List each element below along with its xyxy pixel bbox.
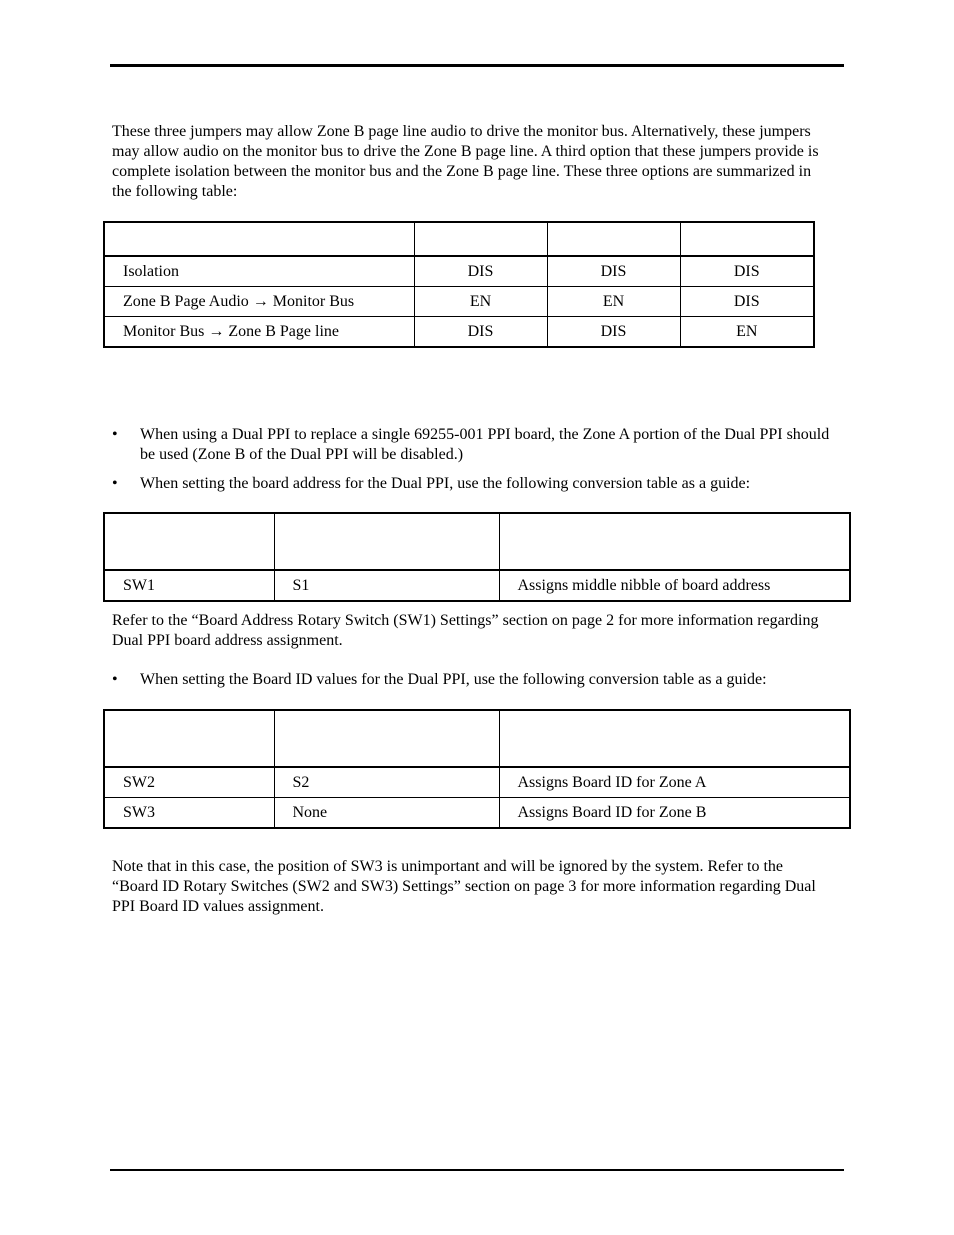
footer-rule: [110, 1169, 844, 1171]
description-cell: Assigns Board ID for Zone B: [499, 798, 850, 829]
header-cell: [680, 222, 814, 256]
jumper-options-table: [103, 221, 815, 348]
jumper-value-cell: DIS: [547, 317, 680, 348]
header-cell: [274, 513, 499, 570]
table-header-row: [104, 710, 850, 767]
single-ppi-switch-cell: S1: [274, 570, 499, 601]
header-cell: [499, 710, 850, 767]
table-header-row: [104, 513, 850, 570]
jumper-value-cell: DIS: [414, 317, 547, 348]
table-row: [104, 767, 850, 798]
dual-ppi-switch-cell: SW3: [104, 798, 274, 829]
mode-cell: Zone B Page Audio → Monitor Bus: [104, 287, 414, 317]
description-cell: Assigns middle nibble of board address: [499, 570, 850, 601]
bullet-marker: •: [112, 426, 118, 443]
closing-note: Note that in this case, the position of SW3 is unimportant and will be ignored by the system. Refer to the “Board ID Rotary Switches (SW2 and SW3) Settings” section on page 3 for more information regarding Dual PPI Board ID values assignment.: [112, 858, 816, 915]
address-conversion-table: [103, 512, 851, 602]
jumper-value-cell: DIS: [547, 256, 680, 287]
header-cell: [104, 222, 414, 256]
header-cell: [104, 513, 274, 570]
jumper-value-cell: DIS: [414, 256, 547, 287]
header-cell: [499, 513, 850, 570]
address-note: Refer to the “Board Address Rotary Switch (SW1) Settings” section on page 2 for more information regarding Dual PPI board address assignment.: [112, 612, 819, 649]
table-row: [104, 256, 814, 287]
table-row: [104, 570, 850, 601]
board-id-conversion-table: [103, 709, 851, 829]
bullet-text: When using a Dual PPI to replace a single 69255-001 PPI board, the Zone A portion of the Dual PPI should be used (Zone B of the Dual PPI will be disabled.): [140, 426, 830, 463]
header-cell: [104, 710, 274, 767]
table-row: [104, 317, 814, 348]
bullet-text: When setting the board address for the Dual PPI, use the following conversion table as a guide:: [140, 475, 751, 492]
table-row: [104, 287, 814, 317]
single-ppi-switch-cell: S2: [274, 767, 499, 798]
header-cell: [414, 222, 547, 256]
table-row: [104, 798, 850, 829]
jumper-value-cell: EN: [547, 287, 680, 317]
dual-ppi-switch-cell: SW1: [104, 570, 274, 601]
bullet-marker: •: [112, 671, 118, 688]
single-ppi-switch-cell: None: [274, 798, 499, 829]
mode-cell: Isolation: [104, 256, 414, 287]
bullet-marker: •: [112, 475, 118, 492]
table-header-row: [104, 222, 814, 256]
mode-cell: Monitor Bus → Zone B Page line: [104, 317, 414, 348]
jumper-value-cell: DIS: [680, 256, 814, 287]
jumper-value-cell: DIS: [680, 287, 814, 317]
jumper-value-cell: EN: [680, 317, 814, 348]
description-cell: Assigns Board ID for Zone A: [499, 767, 850, 798]
bullet-text: When setting the Board ID values for the Dual PPI, use the following conversion table as a guide:: [140, 671, 767, 688]
intro-paragraph: These three jumpers may allow Zone B page line audio to drive the monitor bus. Alternatively, these jumpers may allow audio on the monitor bus to drive the Zone B page line. A third option that these jumpers provide is complete isolation between the monitor bus and the Zone B page line. These three options are summarized in the following table:: [112, 123, 819, 200]
header-cell: [274, 710, 499, 767]
jumper-value-cell: EN: [414, 287, 547, 317]
dual-ppi-switch-cell: SW2: [104, 767, 274, 798]
header-cell: [547, 222, 680, 256]
header-rule: [110, 64, 844, 67]
